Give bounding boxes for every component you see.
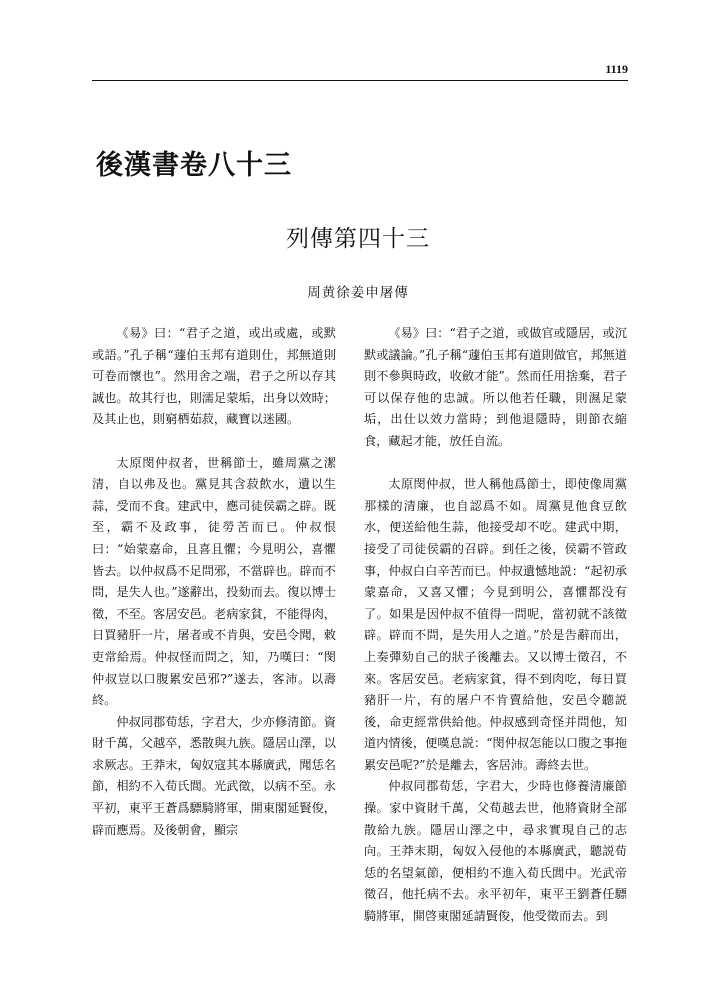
- page-number: 1119: [605, 62, 628, 76]
- chapter-title: 列傳第四十三: [286, 226, 430, 252]
- section-title: 周黄徐姜申屠傳: [307, 285, 409, 301]
- original-paragraph-1: 《易》曰：“君子之道，或出或處，或默或語。”孔子稱“蘧伯玉邦有道則仕，邦無道則可卷而懷也”。然用舍之端，君子之所以存其誠也。故其行也，則濡足蒙垢，出身以效時；及其止也，則窮栖茹菽，藏寶以迷國。: [92, 326, 336, 427]
- original-text-column: [92, 323, 336, 841]
- translation-paragraph-1: 《易》曰：“君子之道，或做官或隱居，或沉默或議論。”孔子稱“蘧伯玉邦有道則做官，邦無道則不參與時政，收斂才能”。然而任用捨棄，君子可以保存他的忠誠。所以他若任職，則濕足蒙垢，出仕以效力當時；到他退隱時，則節衣縮食，藏起才能，放任自流。: [364, 326, 627, 448]
- paragraph-gap: [92, 431, 336, 453]
- book-title: 後漢書卷八十三: [96, 150, 292, 181]
- translation-text-column: [364, 323, 627, 928]
- header-rule: [92, 80, 628, 81]
- original-paragraph-2: 太原閔仲叔者，世稱節士，雖周黨之潔清，自以弗及也。黨見其含菽飲水，遺以生蒜，受而不食。建武中，應司徒侯霸之辟。既至，霸不及政事，徒勞苦而已。仲叔恨曰：“始蒙嘉命，且喜且懼；今見明公，喜懼皆去。以仲叔爲不足問邪，不當辟也。辟而不問，是失人也。”遂辭出，投劾而去。復以博士徵，不至。客居安邑。老病家貧，不能得肉，日買豬肝一片，屠者或不肯與，安邑令聞，敕吏常給焉。仲叔怪而問之，知，乃嘆曰：“閔仲叔豈以口腹累安邑邪?”遂去，客沛。以壽終。: [92, 455, 336, 708]
- translation-paragraph-2: 太原閔仲叔，世人稱他爲節士，即使像周黨那樣的清廉，也自認爲不如。周黨見他食豆飲水，便送給他生蒜，他接受却不吃。建武中期，接受了司徒侯霸的召辟。到任之後，侯霸不管政事，仲叔白白辛苦而已。仲叔遺憾地説：“起初承蒙嘉命，又喜又懼；今見到明公，喜懼都没有了。如果是因仲叔不值得一問呢，當初就不該徵辟。辟而不問，是失用人之道。”於是告辭而出，上奏彈劾自己的狀子後離去。又以博士徵召，不來。客居安邑。老病家貧，得不到肉吃，每日買豬肝一片，有的屠户不肯賣給他，安邑令聽説後，命吏經常供給他。仲叔感到奇怪并問他，知道内情後，便嘆息説：“閔仲叔怎能以口腹之事拖累安邑呢?”於是離去，客居沛。壽終去世。: [364, 477, 627, 772]
- translation-paragraph-3: 仲叔同郡荀恁，字君大，少時也修養清廉節操。家中資財千萬，父荀越去世，他將資財全部散給九族。隱居山澤之中，尋求實現自己的志向。王莽末期，匈奴入侵他的本縣廣武，聽説荀恁的名望氣節，便相約不進入荀氏閭中。光武帝徵召，他托病不去。永平初年，東平王劉蒼任驃騎將軍，開啓東閣延請賢俊，他受徵而去。到: [364, 779, 627, 924]
- original-paragraph-3: 仲叔同郡荀恁，字君大，少亦修清節。資財千萬，父越卒，悉散與九族。隱居山澤，以求厥志。王莽末，匈奴寇其本縣廣武，聞恁名節，相約不入荀氏閭。光武徵，以病不至。永平初，東平王蒼爲驃騎將軍，開東閣延賢俊，辟而應焉。及後朝會，顯宗: [92, 714, 336, 837]
- paragraph-gap: [364, 453, 627, 475]
